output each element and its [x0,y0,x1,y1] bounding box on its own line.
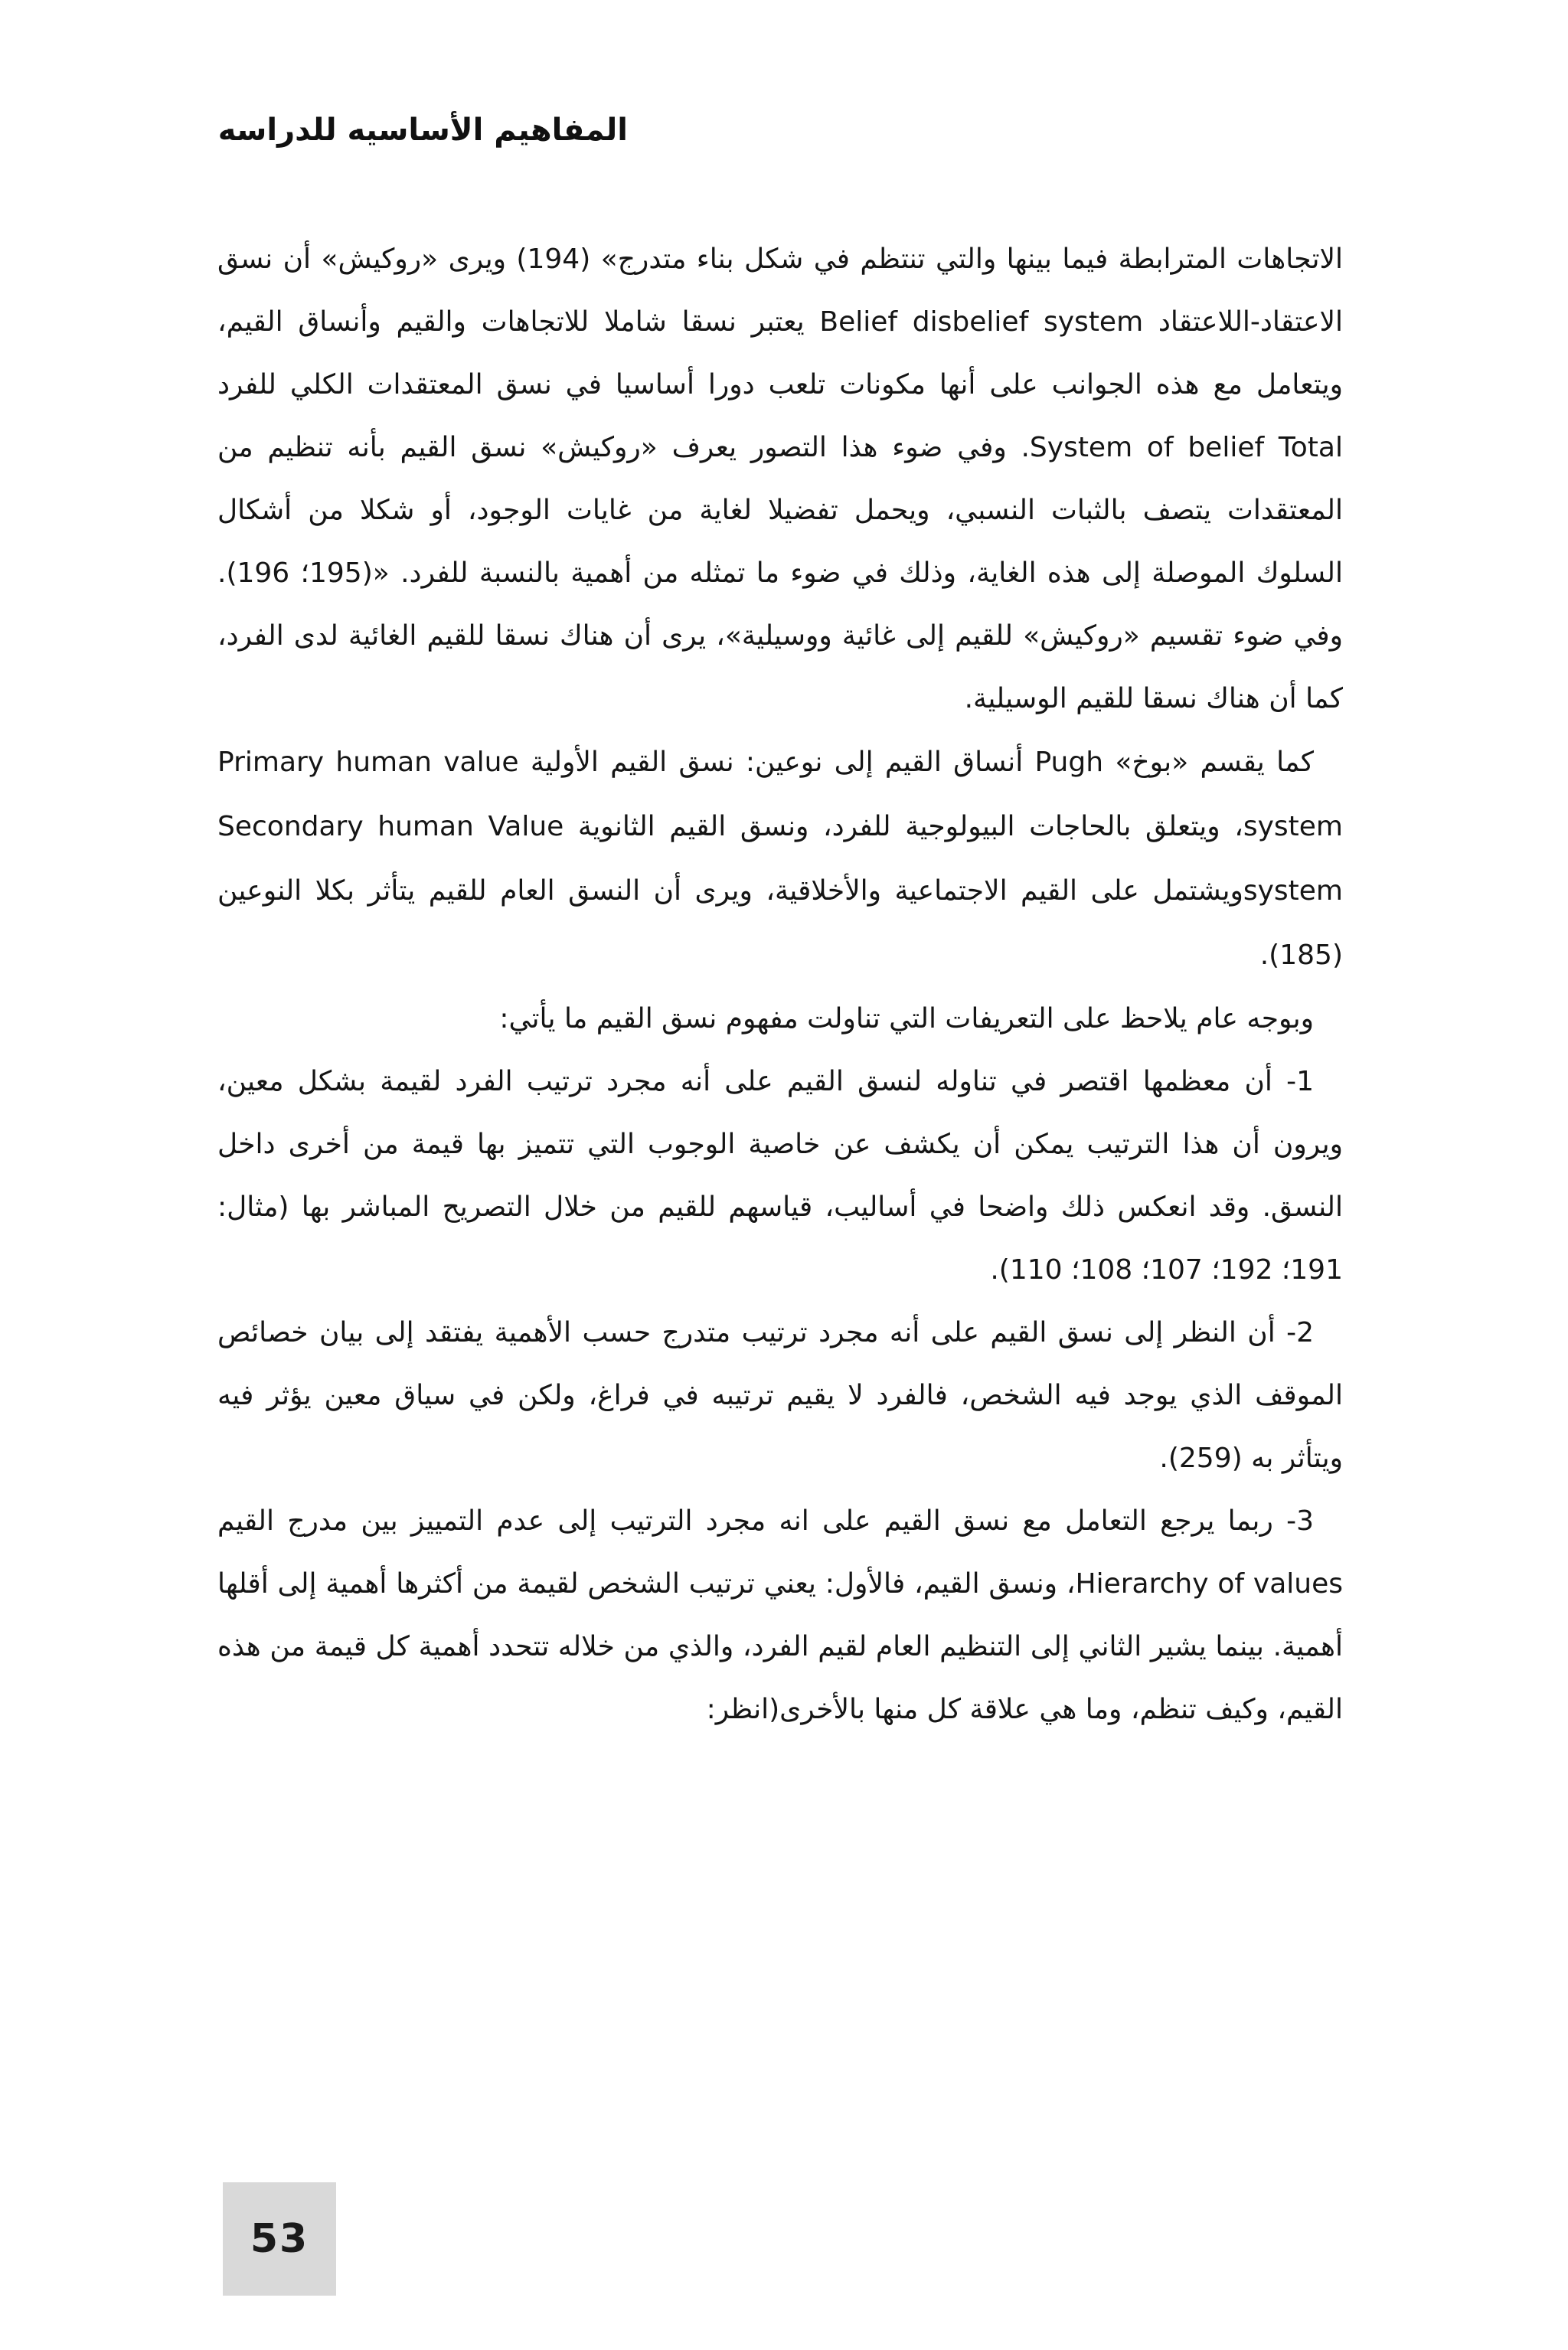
page-number-box [223,2182,336,2296]
paragraph-3: وبوجه عام يلاحظ على التعريفات التي تناولت مفهوم نسق القيم ما يأتي: [499,1003,1314,1034]
body-text [217,228,1343,1741]
paragraph-1: الاتجاهات المترابطة فيما بينها والتي تنتظم في شكل بناء متدرج» (194) ويرى «روكيش» أن نسق الاعتقاد-اللاعتقاد Belief disbelief system يعتبر نسقا شاملا للاتجاهات والقيم وأنساق القيم، ويتعامل مع هذه الجوانب على أنها مكونات تلعب دورا أساسيا في نسق المعتقدات الكلي للفرد System of belief Total. وفي ضوء هذا التصور يعرف «روكيش» نسق القيم بأنه تنظيم من المعتقدات يتصف بالثبات النسبي، ويحمل تفضيلا لغاية من غايات الوجود، أو شكلا من أشكال السلوك الموصلة إلى هذه الغاية، وذلك في ضوء ما تمثله من أهمية بالنسبة للفرد. «(195؛ 196). وفي ضوء تقسيم «روكيش» للقيم إلى غائية ووسيلية»، يرى أن هناك نسقا للقيم الغائية لدى الفرد، كما أن هناك نسقا للقيم الوسيلية. [217,243,1343,714]
paragraph-2: كما يقسم «بوخ» Pugh أنساق القيم إلى نوعين: نسق القيم الأولية Primary human value system، ويتعلق بالحاجات البيولوجية للفرد، ونسق القيم الثانوية Secondary human Value systemويشتمل على القيم الاجتماعية والأخلاقية، ويرى أن النسق العام للقيم يتأثر بكلا النوعين (185). [217,747,1343,971]
paragraph-5: 2- أن النظر إلى نسق القيم على أنه مجرد ترتيب متدرج حسب الأهمية يفتقد إلى بيان خصائص الموقف الذي يوجد فيه الشخص، فالفرد لا يقيم ترتيبه في فراغ، ولكن في سياق معين يؤثر فيه ويتأثر به (259). [217,1317,1343,1474]
running-header: المفاهيم الأساسيه للدراسه [217,113,628,148]
paragraph-4: 1- أن معظمها اقتصر في تناوله لنسق القيم على أنه مجرد ترتيب الفرد لقيمة بشكل معين، ويرون أن هذا الترتيب يمكن أن يكشف عن خاصية الوجوب التي تتميز بها قيمة من أخرى داخل النسق. وقد انعكس ذلك واضحا في أساليب، قياسهم للقيم من خلال التصريح المباشر بها (مثال: 191؛ 192؛ 107؛ 108؛ 110). [217,1066,1343,1286]
paragraph-6: 3- ربما يرجع التعامل مع نسق القيم على انه مجرد الترتيب إلى عدم التمييز بين مدرج القيم Hierarchy of values، ونسق القيم، فالأول: يعني ترتيب الشخص لقيمة من أكثرها أهمية إلى أقلها أهمية. بينما يشير الثاني إلى التنظيم العام لقيم الفرد، والذي من خلاله تتحدد أهمية كل قيمة من هذه القيم، وكيف تنظم، وما هي علاقة كل منها بالأخرى(انظر: [217,1505,1343,1725]
page-number: 53 [250,2216,309,2262]
